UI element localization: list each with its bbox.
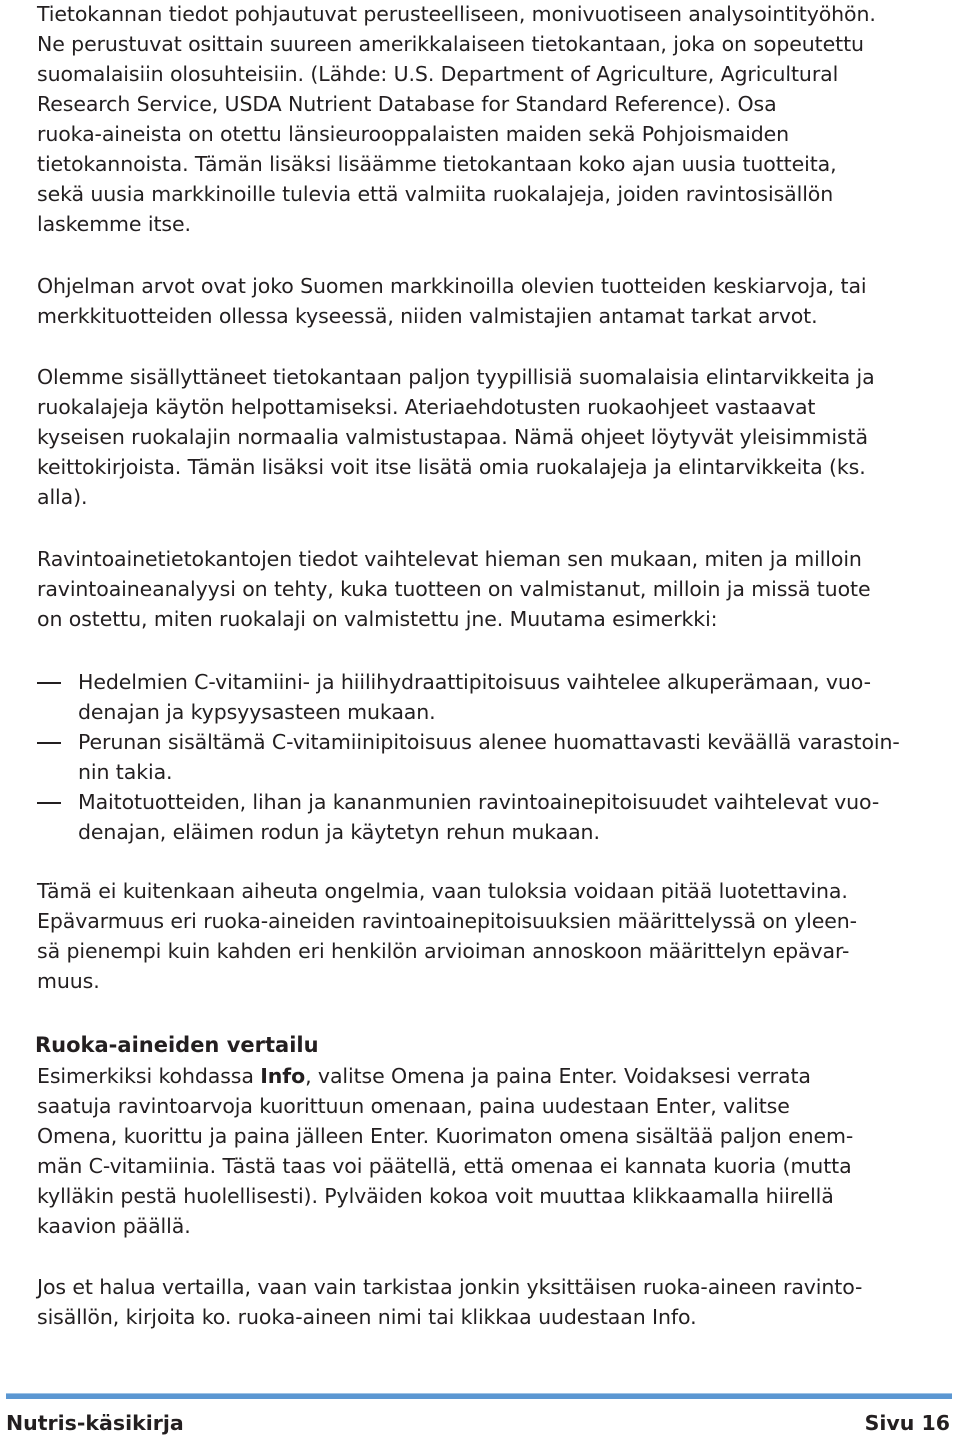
list-item bbox=[37, 787, 937, 847]
list-item-text: Maitotuotteiden, lihan ja kananmunien ravintoainepitoisuudet vaihtelevat vuo- denajan, eläimen rodun ja käytetyn rehun mukaan. bbox=[78, 790, 880, 844]
section-heading: Ruoka-aineiden vertailu bbox=[35, 1033, 319, 1057]
comparison-text-rest: , valitse Omena ja paina Enter. Voidaksesi verrata saatuja ravintoarvoja kuorittuun omenaan, paina uudestaan Enter, valitse Omena, kuorittu ja paina jälleen Enter. Kuorimaton omena sisältää paljon enem- män C-vitamiinia. Tästä taas voi päätellä, että omenaa ei kannata kuoria (mutta kylläkin pestä huolellisesti). Pylväiden kokoa voit muuttaa klikkaamalla hiirellä kaavion päällä. bbox=[37, 1064, 854, 1238]
dash-bullet-icon bbox=[37, 802, 61, 804]
paragraph-typical-foods: Olemme sisällyttäneet tietokantaan paljon tyypillisiä suomalaisia elintarvikkeita ja ruokalajeja käytön helpottamiseksi. Ateriaehdotusten ruokaohjeet vastaavat kyseisen ruokalajin normaalia valmistustapaa. Nämä ohjeet löytyvät yleisimmistä keittokirjoista. Tämän lisäksi voit itse lisätä omia ruokalajeja ja elintarvikkeita (ks. alla). bbox=[37, 365, 875, 509]
comparison-text-start: Esimerkiksi kohdassa bbox=[37, 1064, 261, 1088]
paragraph-program-values: Ohjelman arvot ovat joko Suomen markkinoilla olevien tuotteiden keskiarvoja, tai merkkituotteiden ollessa kyseessä, niiden valmistajien antamat tarkat arvot. bbox=[37, 274, 867, 328]
paragraph-comparison-example bbox=[37, 1061, 853, 1241]
list-item bbox=[37, 667, 937, 727]
dash-bullet-icon bbox=[37, 742, 61, 744]
paragraph-variation: Ravintoainetietokantojen tiedot vaihtelevat hieman sen mukaan, miten ja milloin ravintoaineanalyysi on tehty, kuka tuotteen on valmistanut, milloin ja missä tuote on ostettu, miten ruokalaji on valmistettu jne. Muutama esimerkki: bbox=[37, 547, 871, 631]
dash-bullet-icon bbox=[37, 682, 61, 684]
list-item-text: Perunan sisältämä C-vitamiinipitoisuus alenee huomattavasti keväällä varastoin- nin takia. bbox=[78, 730, 900, 784]
page-number: Sivu 16 bbox=[864, 1411, 950, 1435]
example-list bbox=[37, 667, 937, 847]
footer-title: Nutris-käsikirja bbox=[6, 1411, 184, 1435]
paragraph-database-source: Tietokannan tiedot pohjautuvat perusteelliseen, monivuotiseen analysointityöhön. Ne perustuvat osittain suureen amerikkalaiseen tietokantaan, joka on sopeutettu suomalaisiin olosuhteisiin. (Lähde: U.S. Department of Agriculture, Agricultural Research Service, USDA Nutrient Database for Standard Reference). Osa ruoka-aineista on otettu länsieurooppalaisten maiden sekä Pohjoismaiden tietokannoista. Tämän lisäksi lisäämme tietokantaan koko ajan uusia tuotteita, sekä uusia markkinoille tulevia että valmiita ruokalajeja, joiden ravintosisällön laskemme itse. bbox=[37, 2, 876, 236]
list-item bbox=[37, 727, 937, 787]
paragraph-single-lookup: Jos et halua vertailla, vaan vain tarkistaa jonkin yksittäisen ruoka-aineen ravinto- sisällön, kirjoita ko. ruoka-aineen nimi tai klikkaa uudestaan Info. bbox=[37, 1275, 863, 1329]
info-keyword: Info bbox=[260, 1064, 306, 1088]
list-item-text: Hedelmien C-vitamiini- ja hiilihydraattipitoisuus vaihtelee alkuperämaan, vuo- denajan ja kypsyysasteen mukaan. bbox=[78, 670, 871, 724]
paragraph-reliability: Tämä ei kuitenkaan aiheuta ongelmia, vaan tuloksia voidaan pitää luotettavina. Epävarmuus eri ruoka-aineiden ravintoainepitoisuuksien määrittelyssä on yleen- sä pienempi kuin kahden eri henkilön arvioiman annoskoon määrittelyn epävar- muus. bbox=[37, 879, 857, 993]
footer-divider bbox=[6, 1393, 952, 1399]
